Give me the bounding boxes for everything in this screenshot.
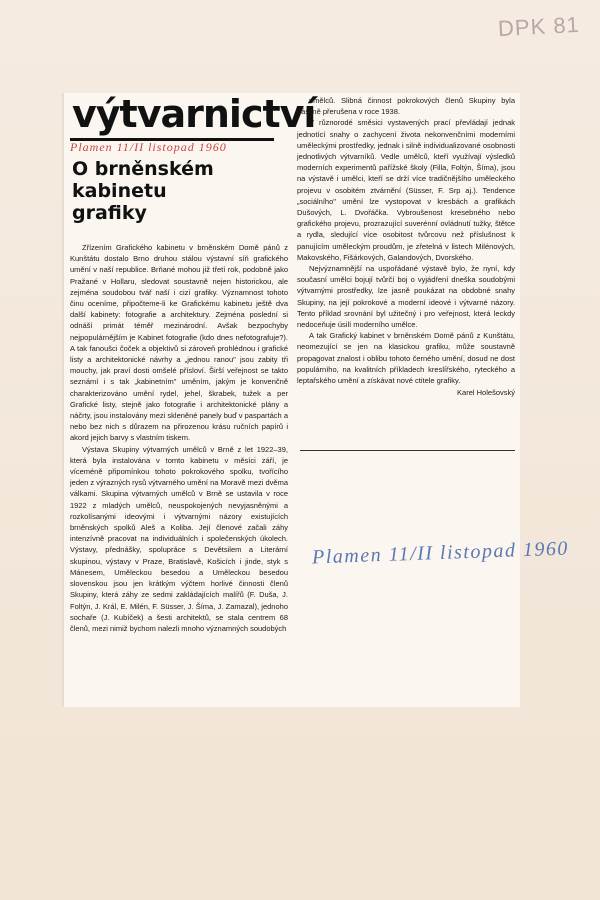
- article-title: [72, 158, 272, 224]
- article-end-rule: [300, 450, 515, 451]
- handwritten-source-note: Plamen 11/II listopad 1960: [70, 140, 227, 154]
- article-paragraph: Výstava Skupiny výtvarných umělců v Brně z let 1922–39, která byla instalována v tomto kabinetu v měsíci září, je víceméně připomínkou tohoto pokrokového spolku, tvořícího jeden z výrazných rysů výtvarného umění na Moravě mezi dvěma válkami. Skupina výtvarných umělců v Brně se ustavila v roce 1922 z mladých umělců, neuspokojených nevyjasněnými a rozkolísanými ideovými i výtvarnými názory existujících brněnských spolků Aleš a Koliba. Její členové začali záhy intenzívně pracovat na individuálních i společenských úkolech. Výstavy, přednášky, spolupráce s Devětsilem a Literární skupinou, výstavy v Praze, Bratislavě, Košicích i jinde, styk s Mánesem, Uměleckou besedou a Uměleckou besedou slovenskou jsou jen krátkým výčtem horlivé činnosti členů Skupiny, která záhy ze sedmi zakládajících malířů (F. Duša, J. Foltýn, J. Král, E. Milén, F. Süsser, J. Šíma, J. Zamazal), jednoho sochaře (J. Kubíček) a šesti architektů, se stala centrem 68 členů, mezi nimiž bychom nalezli mnoho významných soudobých: [70, 444, 289, 633]
- author-signature: Karel Holešovský: [457, 388, 515, 398]
- article-paragraph: A tak Grafický kabinet v brněnském Domě pánů z Kunštátu, neomezující se jen na klasickou grafiku, může soustavně propagovat znalost i oblibu tohoto černého umění, dosud ne dost populárního, na kvalitních příkladech kreslířského, ryteckého a leptařského umění a získávat nové ctitele grafiky.: [297, 331, 515, 386]
- handwritten-archive-note: Plamen 11/II listopad 1960: [311, 537, 570, 569]
- title-line: kabinetu: [72, 180, 167, 202]
- archive-corner-mark: DPK 81: [497, 11, 581, 42]
- title-line: O brněnském: [72, 158, 214, 180]
- clipping-edge: [62, 93, 64, 707]
- article-paragraph: Zřízením Grafického kabinetu v brněnském Domě pánů z Kunštátu dostalo Brno druhou stálou výstavní síň grafického umění v naší republice. Brňané mohou již třetí rok, podobně jako Pražané v Hollaru, sledovat soustavně nejen historickou, ale zejména soudobou tvář naší i cizí grafiky. Významnost tohoto činu oceníme, připočteme-li ke Grafickému kabinetu ještě dva další kabinety: fotografie a architektury. Zejména poslední si odnáší primát téměř mezinárodní. Avšak bezpochyby nejpopulárnějším je Kabinet fotografie (kdo dnes nefotografuje?). A tak fanoušci čoček a objektivů si zároveň prohlédnou i grafické listy a architektonické návrhy a „jednou ranou" jsou zabity tři mouchy, jak praví dosti omšelé přísloví. Širší veřejnost se takto seznámí i s tak „kabinetním" uměním, jakým je konvenčně charakterizováno umění rydel, jehel, škrabek, tužek a per Grafické listy, stejně jako fotografie i architektonické plány a náčrty, jsou instalovány mezi skleněné panely buď v paspartách a nebo bez nich s důrazem na přirozenou krásu ručních papírů i akord jejich barvy s vlastním tiskem.: [70, 243, 288, 443]
- article-column-right: [297, 95, 515, 398]
- article-paragraph: umělců. Slibná činnost pokrokových členů Skupiny byla násilně přerušena v roce 1938.: [297, 96, 515, 117]
- article-paragraph: V různorodé směsici vystavených prací převládají jednak jednotící snahy o zachycení života nekonvenčními moderními uměleckými prostředky, jednak i silně individualizované osobnosti jednotlivých výtvarníků. Vedle umělců, kteří využívají výsledků moderních experimentů pařížské školy (Filla, Foltýn, Šíma), jsou na výstavě i umělci, kteří se drží více tradičnějšího uměleckého projevu v osobitém ztvárnění (Süsser, F. Srp aj.). Tendence „sociálního" umění lze vystopovat v kresbách a grafikách Dušových, L. Dvořáčka. Vybroušenost kresebného nebo grafického projevu, prozrazující suverénní ovládnutí tužky, štětce a rydla, sledující více osobitost tvůrcovu než příslušnost k panujícím uměleckým proudům, je zřetelná v listech Milénových, Makovského, Fišárkových, Galandových, Dvorského.: [297, 118, 515, 262]
- title-line: grafiky: [72, 202, 147, 224]
- section-heading: výtvarnictví: [72, 92, 316, 136]
- article-column-left: [70, 242, 288, 634]
- article-paragraph: Nejvýznamnější na uspořádané výstavě bylo, že nyní, kdy současní umělci bojují tvůrčí boj o vyjádření dneška soudobými výtvarnými prostředky, lze jasně poukázat na obdobné snahy Skupiny, na její pokrokové a moderní ideové i výtvarné názory. Tento příklad srovnání byl užitečný i pro veřejnost, která leckdy nedoceňuje úsilí moderního umělce.: [297, 264, 515, 330]
